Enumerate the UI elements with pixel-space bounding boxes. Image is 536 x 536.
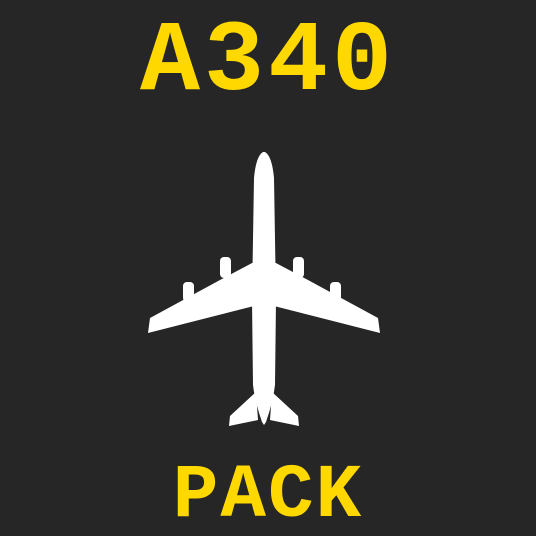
aircraft-title: A340: [139, 7, 397, 120]
pack-label: PACK: [172, 453, 364, 536]
airplane-top-view-icon: [140, 148, 386, 432]
